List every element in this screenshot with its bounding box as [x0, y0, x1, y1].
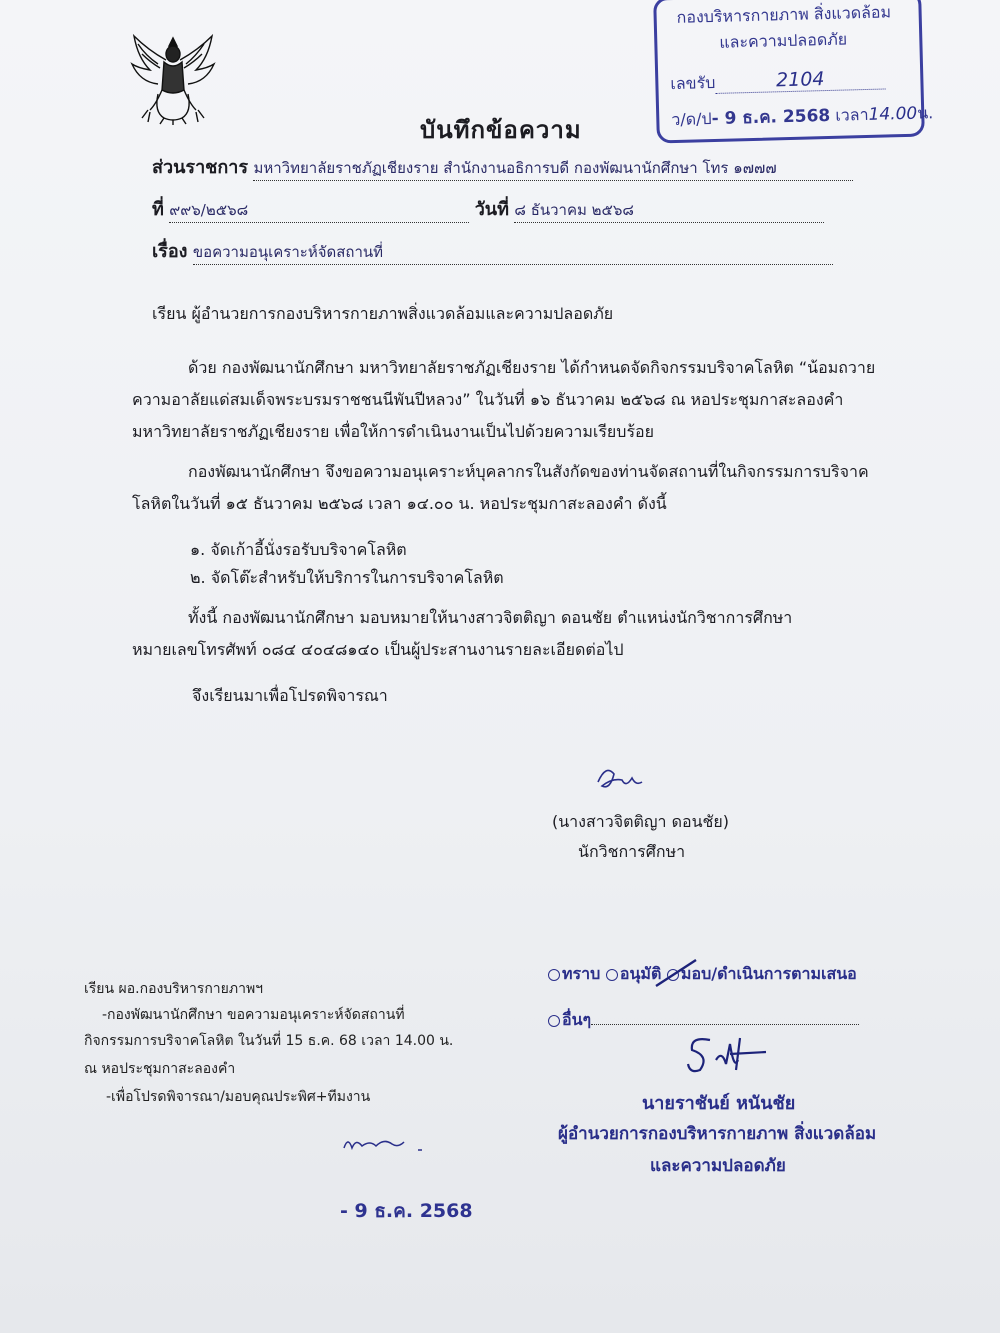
para2-line1: กองพัฒนานักศึกษา จึงขอความอนุเคราะห์บุคลากรในสังกัดของท่านจัดสถานที่ในกิจกรรมการบริจาค [188, 462, 869, 481]
decision-options [548, 962, 857, 987]
number-date-row [152, 194, 824, 223]
stamp-time-value: 14.00 [868, 103, 918, 125]
stamp-org-line2: และความปลอดภัย [719, 29, 848, 52]
receipt-stamp [653, 0, 934, 143]
routing-note-line2: -กองพัฒนานักศึกษา ขอความอนุเคราะห์จัดสถานที่ [102, 1007, 405, 1023]
option-other: อื่นๆ [562, 1010, 592, 1029]
para1-line3: มหาวิทยาลัยราชภัฏเชียงราย เพื่อให้การดำเนินงานเป็นไปด้วยความเรียบร้อย [132, 422, 655, 441]
director-title-line2: และความปลอดภัย [650, 1156, 786, 1176]
checkbox-circle-icon [548, 969, 560, 981]
requester-signature-icon [592, 760, 652, 800]
director-name: นายราชันย์ หนันชัย [642, 1093, 796, 1114]
director-title-line1: ผู้อำนวยการกองบริหารกายภาพ สิ่งแวดล้อม [558, 1124, 877, 1144]
para3-line1: ทั้งนี้ กองพัฒนานักศึกษา มอบหมายให้นางสาวจิตติญา ดอนชัย ตำแหน่งนักวิชาการศึกษา [188, 608, 793, 627]
stamp-recv-number: 2104 [775, 68, 825, 92]
routing-date-stamp: - 9 ธ.ค. 2568 [340, 1200, 473, 1222]
requester-position: นักวิชการศึกษา [578, 842, 686, 861]
checkmark-icon [652, 956, 700, 990]
list-item-2: ๒. จัดโต๊ะสำหรับให้บริการในการบริจาคโลหิต [190, 568, 504, 587]
memo-title: บันทึกข้อความ [420, 116, 582, 144]
stamp-org-line1: กองบริหารกายภาพ สิ่งแวดล้อม [676, 2, 892, 27]
subject-label: เรื่อง [152, 241, 188, 262]
stamp-date-value: - 9 ธ.ค. 2568 [711, 105, 831, 130]
subject-row [152, 236, 833, 265]
stamp-time-unit: น. [916, 103, 934, 123]
para3-line2: หมายเลขโทรศัพท์ ๐๘๔ ๔๐๔๘๑๔๐ เป็นผู้ประสานงานรายละเอียดต่อไป [132, 640, 624, 659]
stamp-date-label: ว/ด/ป [671, 109, 712, 130]
agency-label: ส่วนราชการ [152, 157, 249, 178]
agency-value: มหาวิทยาลัยราชภัฏเชียงราย สำนักงานอธิการบดี กองพัฒนานักศึกษา โทร ๑๗๗๗ [253, 159, 777, 177]
staff-initials-icon [340, 1128, 430, 1162]
routing-note-line3: กิจกรรมการบริจาคโลหิต ในวันที่ 15 ธ.ค. 68 เวลา 14.00 น. [84, 1033, 454, 1049]
para1-line2: ความอาลัยแด่สมเด็จพระบรมราชชนนีพันปีหลวง” ในวันที่ ๑๖ ธันวาคม ๒๕๖๘ ณ หอประชุมกาสะลองคำ [132, 390, 844, 409]
para1-line1: ด้วย กองพัฒนานักศึกษา มหาวิทยาลัยราชภัฏเชียงราย ได้กำหนดจัดกิจกรรมบริจาคโลหิต “น้อมถวาย [188, 358, 876, 377]
date-label: วันที่ [474, 199, 509, 220]
checkbox-circle-icon [548, 1015, 560, 1027]
subject-value: ขอความอนุเคราะห์จัดสถานที่ [192, 243, 384, 261]
routing-note-line5: -เพื่อโปรดพิจารณา/มอบคุณประพิศ+ทีมงาน [106, 1089, 371, 1105]
date-value: ๘ ธันวาคม ๒๕๖๘ [514, 201, 634, 219]
number-label: ที่ [152, 199, 164, 220]
stamp-time-label: เวลา [835, 104, 869, 125]
option-assign: มอบ/ดำเนินการตามเสนอ [680, 964, 857, 983]
list-item-1: ๑. จัดเก้าอี้นั่งรอรับบริจาคโลหิต [190, 540, 407, 559]
routing-note-line1: เรียน ผอ.กองบริหารกายภาพฯ [84, 981, 264, 997]
routing-note-line4: ณ หอประชุมกาสะลองคำ [84, 1061, 236, 1077]
option-approve: อนุมัติ [619, 964, 662, 983]
agency-row [152, 152, 853, 181]
number-value: ๙๙๖/๒๕๖๘ [169, 201, 249, 219]
para2-line2: โลหิตในวันที่ ๑๕ ธันวาคม ๒๕๖๘ เวลา ๑๔.๐๐ น. หอประชุมกาสะลองคำ ดังนี้ [132, 494, 667, 513]
director-signature-icon [680, 1030, 780, 1078]
requester-name: (นางสาวจิตติญา ดอนชัย) [552, 812, 729, 831]
option-acknowledge: ทราบ [562, 964, 601, 983]
closing-line: จึงเรียนมาเพื่อโปรดพิจารณา [192, 686, 388, 705]
stamp-recv-label: เลขรับ [670, 72, 716, 94]
checkbox-circle-icon [606, 969, 618, 981]
salutation: เรียน ผู้อำนวยการกองบริหารกายภาพสิ่งแวดล้อมและความปลอดภัย [152, 304, 614, 323]
garuda-emblem-icon [128, 30, 218, 125]
